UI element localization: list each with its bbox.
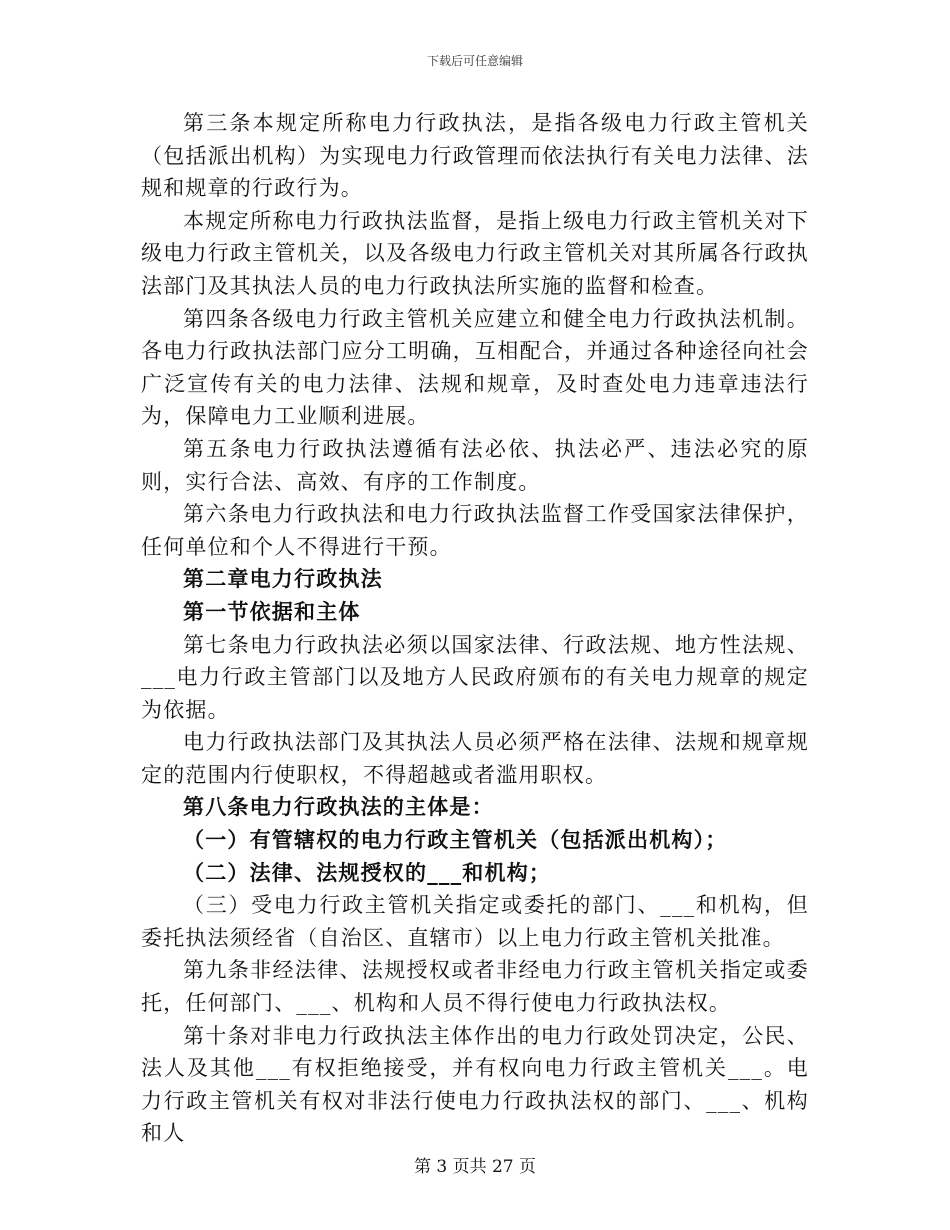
paragraph-scope-of-power: 电力行政执法部门及其执法人员必须严格在法律、法规和规章规定的范围内行使职权，不得超越或者滥用职权。	[141, 730, 809, 787]
paragraph-article-6: 第六条电力行政执法和电力行政执法监督工作受国家法律保护，任何单位和个人不得进行干预。	[141, 502, 809, 559]
list-item-2: （二）法律、法规授权的___和机构；	[183, 859, 552, 885]
paragraph-article-5: 第五条电力行政执法遵循有法必依、执法必严、违法必究的原则，实行合法、高效、有序的工作制度。	[141, 436, 809, 494]
document-body	[141, 107, 809, 1150]
list-item-3: （三）受电力行政主管机关指定或委托的部门、___和机构，但委托执法须经省（自治区、直辖市）以上电力行政主管机关批准。	[141, 893, 809, 950]
paragraph-supervision-definition: 本规定所称电力行政执法监督，是指上级电力行政主管机关对下级电力行政主管机关，以及各级电力行政主管机关对其所属各行政执法部门及其执法人员的电力行政执法所实施的监督和检查。	[141, 208, 809, 298]
section-heading: 第一节依据和主体	[183, 598, 361, 624]
paragraph-article-7: 第七条电力行政执法必须以国家法律、行政法规、地方性法规、___电力行政主管部门以及地方人民政府颁布的有关电力规章的规定为依据。	[141, 632, 809, 722]
list-item-1: （一）有管辖权的电力行政主管机关（包括派出机构）；	[183, 827, 728, 853]
paragraph-article-9: 第九条非经法律、法规授权或者非经电力行政主管机关指定或委托，任何部门、___、机构和人员不得行使电力行政执法权。	[141, 958, 809, 1016]
paragraph-article-10: 第十条对非电力行政执法主体作出的电力行政处罚决定，公民、法人及其他___有权拒绝接受，并有权向电力行政主管机关___。电力行政主管机关有权对非法行使电力行政执法权的部门、___、机构和人	[141, 1023, 809, 1146]
paragraph-article-3: 第三条本规定所称电力行政执法，是指各级电力行政主管机关（包括派出机构）为实现电力行政管理而依法执行有关电力法律、法规和规章的行政行为。	[141, 111, 809, 201]
page-header-note: 下载后可任意编辑	[426, 54, 523, 68]
paragraph-article-8: 第八条电力行政执法的主体是：	[183, 794, 494, 820]
chapter-heading: 第二章电力行政执法	[183, 566, 383, 592]
page-number: 第 3 页共 27 页	[413, 1157, 537, 1177]
paragraph-article-4: 第四条各级电力行政主管机关应建立和健全电力行政执法机制。各电力行政执法部门应分工明确，互相配合，并通过各种途径向社会广泛宣传有关的电力法律、法规和规章，及时查处电力违章违法行为，保障电力工业顺利进展。	[141, 306, 809, 429]
